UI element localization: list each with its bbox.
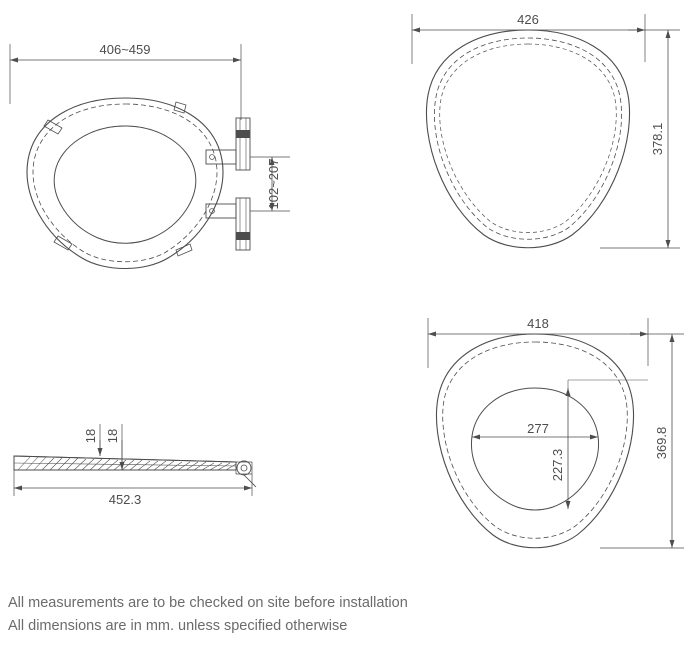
dim-top-left-hinge-spacing: 102~207	[266, 158, 281, 210]
dim-bottom-right-height: 369.8	[654, 426, 669, 460]
dim-top-right-height: 378.1	[650, 122, 665, 156]
dim-bottom-right-inner-height: 227.3	[550, 448, 565, 482]
dim-side-thickness-bottom: 18	[105, 428, 120, 444]
dim-bottom-right-width: 418	[527, 316, 549, 331]
dim-top-left-width: 406~459	[99, 42, 151, 57]
dim-bottom-right-inner-width: 277	[527, 421, 549, 436]
dim-side-thickness-top: 18	[83, 428, 98, 444]
dim-side-length: 452.3	[108, 492, 142, 507]
view-top-left	[10, 44, 290, 269]
note-line-2: All dimensions are in mm. unless specified otherwise	[8, 618, 348, 634]
dim-top-right-width: 426	[517, 12, 539, 27]
view-top-right	[412, 14, 680, 248]
view-bottom-left	[14, 424, 256, 496]
notes-block	[8, 592, 608, 638]
note-line-1: All measurements are to be checked on site before installation	[8, 595, 408, 611]
view-bottom-right	[428, 318, 684, 548]
